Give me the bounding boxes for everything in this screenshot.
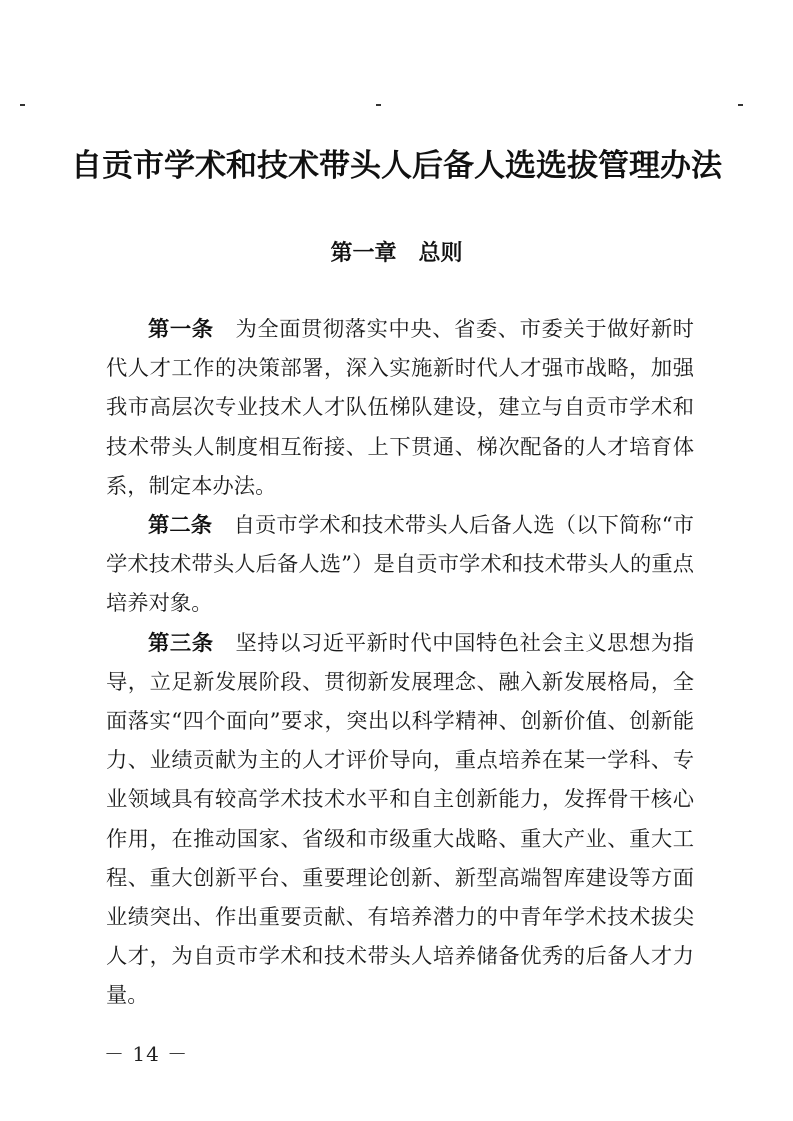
scan-mark-left bbox=[20, 104, 25, 106]
article-3-label: 第三条 bbox=[148, 630, 214, 656]
article-2-label: 第二条 bbox=[148, 513, 213, 539]
document-title: 自贡市学术和技术带头人后备人选选拔管理办法 bbox=[71, 148, 722, 184]
article-1-text: 为全面贯彻落实中央、省委、市委关于做好新时代人才工作的决策部署，深入实施新时代人才强市战略，加强我市高层次专业技术人才队伍梯队建设，建立与自贡市学术和技术带头人制度相互衔接、上下贯通、梯次配备的人才培育体系，制定本办法。 bbox=[106, 317, 694, 499]
article-3 bbox=[106, 624, 694, 1016]
article-3-text: 坚持以习近平新时代中国特色社会主义思想为指导，立足新发展阶段、贯彻新发展理念、融入新发展格局，全面落实“四个面向”要求，突出以科学精神、创新价值、创新能力、业绩贡献为主的人才评价导向，重点培养在某一学科、专业领域具有较高学术技术水平和自主创新能力，发挥骨干核心作用，在推动国家、省级和市级重大战略、重大产业、重大工程、重大创新平台、重要理论创新、新型高端智库建设等方面业绩突出、作出重要贡献、有培养潜力的中青年学术技术拔尖人才，为自贡市学术和技术带头人培养储备优秀的后备人才力量。 bbox=[106, 630, 694, 1009]
chapter-heading: 第一章 总则 bbox=[330, 241, 463, 266]
document-body bbox=[106, 310, 694, 1016]
scan-mark-center bbox=[376, 104, 381, 106]
article-1 bbox=[106, 310, 694, 506]
article-1-label: 第一条 bbox=[148, 317, 214, 342]
scan-mark-right bbox=[738, 104, 743, 106]
page-number: － 14 － bbox=[104, 1042, 189, 1066]
article-2-text: 自贡市学术和技术带头人后备人选（以下简称“市学术技术带头人后备人选”）是自贡市学术和技术带头人的重点培养对象。 bbox=[106, 513, 694, 617]
article-2 bbox=[106, 506, 694, 624]
